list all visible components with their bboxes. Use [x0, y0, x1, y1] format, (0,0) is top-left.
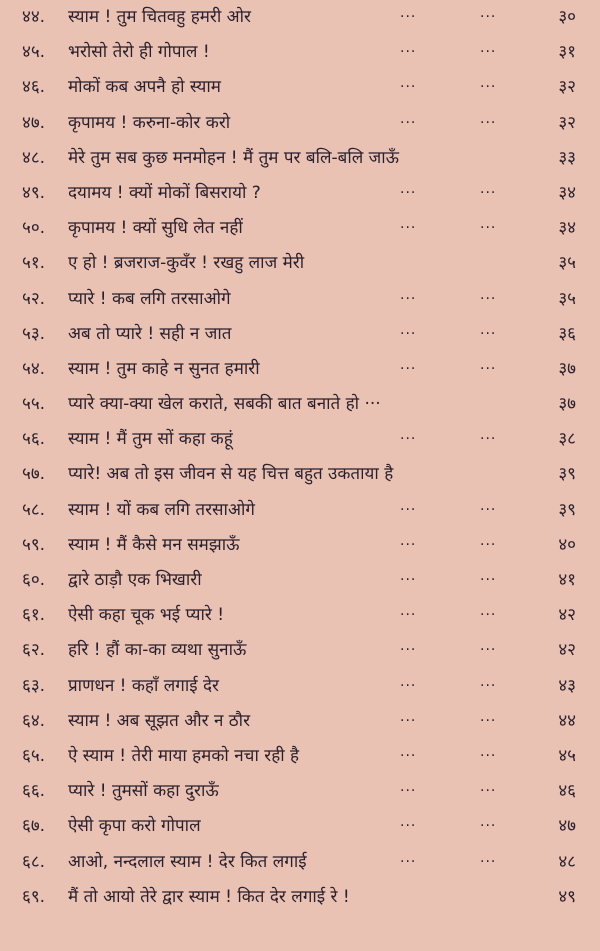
toc-page-number: ४२: [558, 640, 576, 661]
toc-leader-dots: ···: [400, 818, 417, 835]
toc-page-number: ४०: [558, 534, 576, 555]
toc-page-number: ३९: [558, 499, 576, 520]
toc-entry-number: ५४.: [22, 358, 46, 379]
toc-page-number: ४८: [558, 851, 576, 872]
toc-page-number: ३८: [558, 429, 576, 450]
toc-leader-dots: ···: [400, 642, 417, 659]
toc-entry-title: स्याम ! तुम चितवहु हमरी ओर: [68, 7, 251, 27]
toc-row: [0, 669, 600, 704]
toc-page-number: ३५: [558, 288, 576, 309]
toc-leader-dots: ···: [480, 536, 497, 553]
toc-row: [0, 774, 600, 809]
toc-row: [0, 563, 600, 598]
toc-leader-dots: ···: [400, 712, 417, 729]
toc-row: [0, 633, 600, 668]
toc-entry-number: ४४.: [22, 7, 46, 27]
toc-entry-number: ५७.: [22, 464, 46, 485]
toc-leader-dots: ···: [480, 114, 497, 131]
toc-page-number: ४५: [558, 745, 576, 766]
toc-row: [0, 70, 600, 105]
toc-entry-title: प्यारे ! तुमसों कहा दुराऊँ: [68, 781, 219, 802]
toc-leader-dots: ···: [480, 572, 497, 588]
toc-entry-title: स्याम ! अब सूझत और न ठौर: [68, 710, 251, 731]
toc-row: [0, 211, 600, 246]
toc-entry-title: मैं तो आयो तेरे द्वार स्याम ! कित देर लगाई रे !: [68, 886, 350, 907]
toc-entry-number: ४५.: [22, 42, 46, 63]
toc-page-number: ३२: [558, 77, 576, 98]
toc-entry-title: आओ, नन्दलाल स्याम ! देर कित लगाई: [68, 851, 307, 872]
toc-entry-title: हरि ! हौं का-का व्यथा सुनाऊँ: [68, 640, 247, 661]
toc-leader-dots: ···: [400, 44, 417, 61]
toc-entry-number: ६६.: [22, 781, 46, 802]
toc-entry-number: ४८.: [22, 147, 46, 168]
toc-leader-dots: ···: [480, 642, 497, 659]
toc-entry-number: ६१.: [22, 605, 46, 626]
toc-leader-dots: ···: [400, 325, 417, 342]
toc-entry-number: ६२.: [22, 640, 46, 661]
toc-entry-number: ६७.: [22, 816, 46, 837]
toc-entry-title: स्याम ! यों कब लगि तरसाओगे: [68, 499, 255, 520]
toc-entry-title: प्यारे! अब तो इस जीवन से यह चित्त बहुत उकताया है: [68, 464, 394, 485]
toc-entry-title: भरोसो तेरो ही गोपाल !: [68, 42, 210, 63]
toc-page-number: ४७: [558, 816, 576, 837]
toc-page-number: ३९: [558, 464, 576, 485]
toc-row: [0, 845, 600, 880]
toc-entry-number: ६९.: [22, 886, 46, 907]
toc-entry-title: अब तो प्यारे ! सही न जात: [68, 323, 232, 344]
toc-row: [0, 35, 600, 70]
toc-leader-dots: ···: [400, 360, 417, 377]
toc-row: [0, 598, 600, 633]
toc-row: [0, 704, 600, 739]
toc-leader-dots: ···: [480, 431, 497, 448]
toc-entry-title: कृपामय ! करुना-कोर करो: [68, 112, 231, 133]
toc-row: [0, 809, 600, 844]
toc-leader-dots: ···: [400, 572, 417, 588]
toc-page-number: ३०: [558, 7, 576, 27]
toc-page-number: ४९: [558, 886, 576, 907]
toc-page-number: ३४: [558, 182, 576, 203]
toc-entry-title: मेरे तुम सब कुछ मनमोहन ! मैं तुम पर बलि-बलि जाऊँ: [68, 147, 400, 168]
toc-leader-dots: ···: [480, 712, 497, 729]
toc-leader-dots: ···: [400, 853, 417, 870]
toc-entry-number: ५९.: [22, 534, 46, 555]
toc-entry-number: ५२.: [22, 288, 46, 309]
toc-entry-title: प्यारे ! कब लगि तरसाओगे: [68, 288, 231, 309]
toc-row: [0, 141, 600, 176]
toc-leader-dots: ···: [480, 325, 497, 342]
toc-row: [0, 457, 600, 492]
toc-entry-number: ६३.: [22, 675, 46, 696]
toc-leader-dots: ···: [480, 184, 497, 201]
toc-leader-dots: ···: [480, 677, 497, 694]
toc-page-number: ३४: [558, 218, 576, 239]
toc-leader-dots: ···: [400, 607, 417, 624]
toc-leader-dots: ···: [400, 220, 417, 237]
toc-leader-dots: ···: [400, 431, 417, 448]
toc-leader-dots: ···: [480, 220, 497, 237]
toc-entry-number: ५६.: [22, 429, 46, 450]
toc-leader-dots: ···: [400, 184, 417, 201]
toc-entry-number: ४९.: [22, 182, 46, 203]
toc-page-number: ३२: [558, 112, 576, 133]
toc-entry-title: ऐसी कहा चूक भई प्यारे !: [68, 605, 225, 626]
toc-entry-number: ४६.: [22, 77, 46, 98]
toc-page-number: ४४: [558, 710, 576, 731]
toc-leader-dots: ···: [400, 9, 417, 25]
toc-leader-dots: ···: [400, 501, 417, 518]
toc-page-number: ३७: [558, 394, 576, 415]
toc-row: [0, 106, 600, 141]
toc-row: [0, 282, 600, 317]
toc-entry-title: ऐसी कृपा करो गोपाल: [68, 816, 201, 837]
toc-row: [0, 246, 600, 281]
toc-leader-dots: ···: [480, 853, 497, 870]
toc-entry-number: ६८.: [22, 851, 46, 872]
toc-entry-number: ६५.: [22, 745, 46, 766]
toc-page-number: ४१: [558, 570, 576, 590]
toc-leader-dots: ···: [480, 79, 497, 96]
toc-entry-number: ५३.: [22, 323, 46, 344]
toc-leader-dots: ···: [480, 290, 497, 307]
toc-leader-dots: ···: [480, 44, 497, 61]
toc-entry-title: स्याम ! मैं कैसे मन समझाऊँ: [68, 534, 240, 555]
toc-leader-dots: ···: [400, 79, 417, 96]
toc-row: [0, 317, 600, 352]
toc-entry-number: ४७.: [22, 112, 46, 133]
toc-page-number: ४६: [558, 781, 576, 802]
toc-page-number: ३५: [558, 253, 576, 274]
toc-leader-dots: ···: [400, 747, 417, 764]
toc-entry-number: ५५.: [22, 394, 46, 415]
toc-row: [0, 0, 600, 35]
toc-page-number: ४२: [558, 605, 576, 626]
toc-row: [0, 493, 600, 528]
toc-entry-number: ६०.: [22, 570, 46, 590]
toc-leader-dots: ···: [480, 747, 497, 764]
toc-page-number: ४३: [558, 675, 576, 696]
toc-entry-number: ५८.: [22, 499, 46, 520]
toc-entry-title: स्याम ! तुम काहे न सुनत हमारी: [68, 358, 260, 379]
toc-leader-dots: ···: [400, 677, 417, 694]
toc-leader-dots: ···: [480, 607, 497, 624]
toc-entry-number: ५०.: [22, 218, 46, 239]
toc-row: [0, 176, 600, 211]
toc-entry-title: स्याम ! मैं तुम सों कहा कहूं: [68, 429, 233, 450]
toc-leader-dots: ···: [480, 783, 497, 800]
toc-leader-dots: ···: [400, 290, 417, 307]
toc-entry-title: ऐ स्याम ! तेरी माया हमको नचा रही है: [68, 745, 300, 766]
toc-page-number: ३७: [558, 358, 576, 379]
toc-leader-dots: ···: [480, 818, 497, 835]
toc-entry-title: मोकों कब अपनै हो स्याम: [68, 77, 221, 98]
toc-entry-title: ए हो ! ब्रजराज-कुवँर ! रखहु लाज मेरी: [68, 253, 305, 274]
toc-leader-dots: ···: [400, 536, 417, 553]
toc-leader-dots: ···: [480, 360, 497, 377]
toc-entry-title: दयामय ! क्यों मोकों बिसरायो ?: [68, 182, 261, 203]
toc-leader-dots: ···: [480, 9, 497, 25]
toc-entry-title: प्राणधन ! कहाँ लगाई देर: [68, 675, 219, 696]
toc-page-number: ३३: [558, 147, 576, 168]
toc-entry-title: द्वारे ठाड़ौ एक भिखारी: [68, 570, 202, 590]
toc-entry-number: ५१.: [22, 253, 46, 274]
toc-page-number: ३६: [558, 323, 576, 344]
toc-page-number: ३१: [558, 42, 576, 63]
toc-row: [0, 528, 600, 563]
toc-row: [0, 352, 600, 387]
toc-leader-dots: ···: [400, 114, 417, 131]
toc-row: [0, 880, 600, 915]
toc-row: [0, 387, 600, 422]
toc-entry-title: कृपामय ! क्यों सुधि लेत नहीं: [68, 218, 243, 239]
toc-entry-title: प्यारे क्या-क्या खेल कराते, सबकी बात बनाते हो ···: [68, 394, 381, 415]
toc-leader-dots: ···: [400, 783, 417, 800]
toc-row: [0, 739, 600, 774]
toc-leader-dots: ···: [480, 501, 497, 518]
toc-entry-number: ६४.: [22, 710, 46, 731]
toc-row: [0, 422, 600, 457]
